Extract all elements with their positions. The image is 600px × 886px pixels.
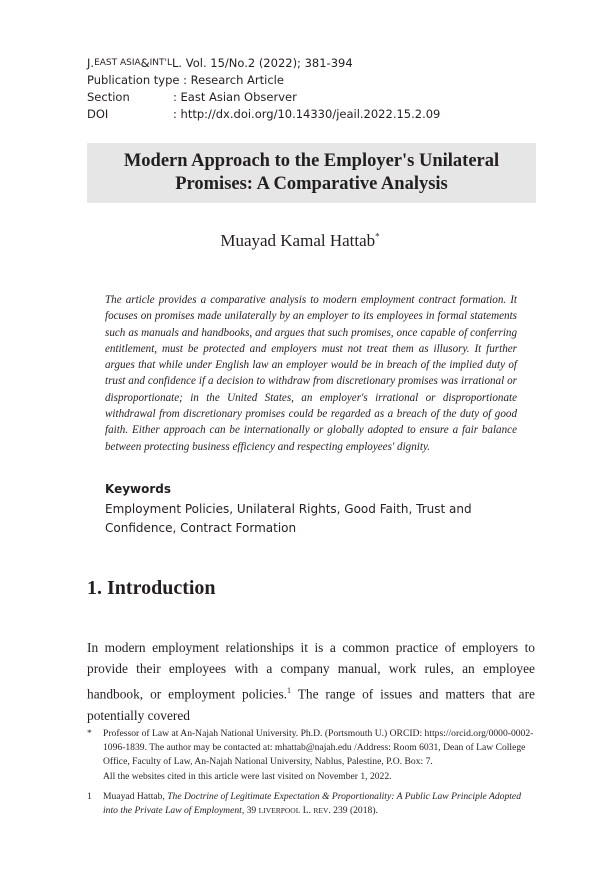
publication-type: Publication type : Research Article: [87, 73, 284, 87]
footnotes: [87, 727, 535, 824]
title-line-1: Modern Approach to the Employer's Unilateral: [123, 151, 500, 171]
doi-link[interactable]: : http://dx.doi.org/10.14330/jeail.2022.15.2.09: [173, 107, 441, 121]
section-heading: 1. Introduction: [87, 577, 216, 599]
journal-citation: J. EAST ASIA & INT'L L. Vol. 15/No.2 (2022); 381-394: [87, 56, 353, 70]
section-row: Section : East Asian Observer: [87, 90, 297, 104]
keywords-heading: Keywords: [105, 482, 172, 496]
body-paragraph: In modern employment relationships it is a common practice of employers to provide their employees with a company manual, work rules, an employee handbook, or employment policies.$^1$ The range of issues and matters that are potentially covered: [87, 640, 535, 723]
footnote-author: * Professor of Law at An-Najah National University. Ph.D. (Portsmouth U.) ORCID: https://orcid.org/0000-0002-1096-1839. The author may be contacted at: mhattab@najah.edu /Address: Room 6031, Dean of Law College Office, Faculty of Law, An-Najah National University, Nablus, Palestine, P.O. Box: 7. All the websites cited in this article were last visited on November 1, 2022.: [87, 728, 534, 782]
author-name: Muayad Kamal Hattab*: [220, 231, 380, 250]
doi-row: DOI : http://dx.doi.org/10.14330/jeail.2022.15.2.09: [87, 107, 441, 121]
keywords-list: Employment Policies, Unilateral Rights, Good Faith, Trust and Confidence, Contract Formation: [105, 502, 472, 535]
article-title: [87, 143, 536, 203]
title-line-2: Promises: A Comparative Analysis: [175, 174, 448, 194]
footnote-ref[interactable]: 1: [287, 685, 292, 695]
article-metadata: [87, 55, 440, 123]
author-footnote-mark: *: [375, 231, 380, 242]
footnote-1: 1 Muayad Hattab, The Doctrine of Legitimate Expectation & Proportionality: A Public Law Principle Adopted into the Private Law of Employment, 39 LIVERPOOL L. REV. 239 (2018).: [87, 790, 521, 817]
abstract: The article provides a comparative analysis to modern employment contract formation. It focuses on promises made unilaterally by an employer to its employees in formal statements such as manuals and handbooks, and argues that such promises, once capable of conferring entitlement, must be protected and employers must not treat them as illusory. It further argues that while under English law an employer would be in breach of the implied duty of trust and confidence if a decision to withdraw from discretionary promises was irrational or disproportionate; in the United States, an employer's irrational or disproportionate withdrawal from discretionary promises could be regarded as a breach of the duty of good faith. Either approach can be internationally or globally adopted to ensure a fair balance between protecting business efficiency and respecting employees' dignity.: [105, 294, 517, 453]
